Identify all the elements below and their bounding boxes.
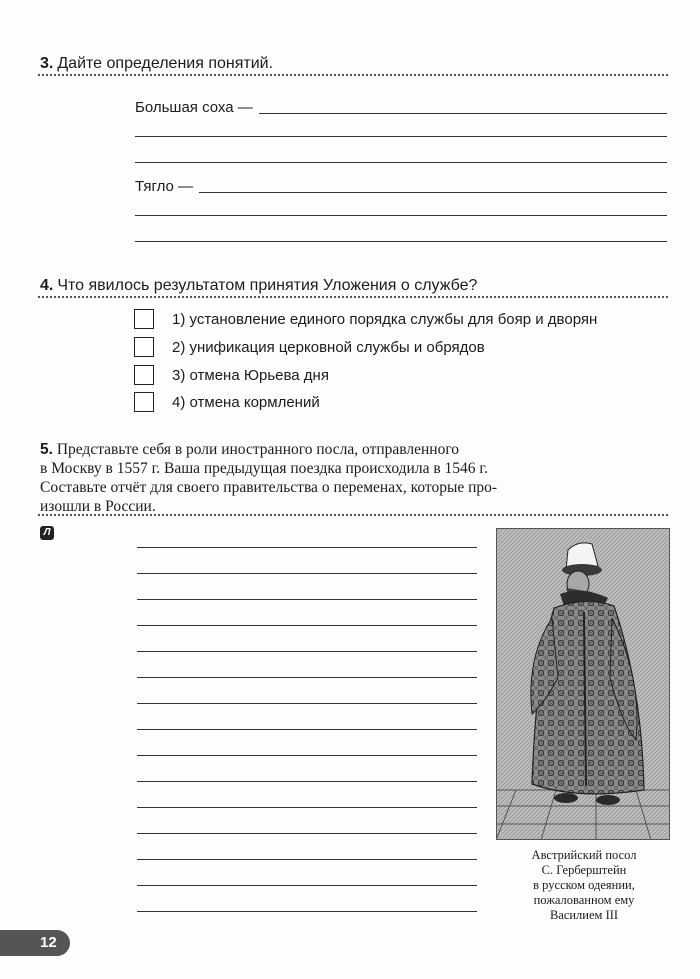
answer-line[interactable]	[137, 625, 477, 626]
dotted-divider	[38, 514, 668, 516]
task-5-line: 5. Представьте себя в роли иностранного посла, отправленного	[40, 441, 460, 458]
answer-line[interactable]	[199, 192, 667, 193]
answer-checkbox[interactable]	[134, 392, 154, 412]
answer-line[interactable]	[137, 703, 477, 704]
answer-line[interactable]	[135, 215, 667, 216]
term-label: Тягло —	[135, 178, 194, 195]
answer-line[interactable]	[137, 833, 477, 834]
option-1	[134, 308, 597, 330]
dotted-divider	[38, 296, 668, 298]
task-5-number: 5.	[40, 441, 53, 458]
answer-checkbox[interactable]	[134, 337, 154, 357]
answer-line[interactable]	[135, 241, 667, 242]
term-row-bolshaya-sokha	[135, 97, 667, 117]
answer-line[interactable]	[137, 755, 477, 756]
task-5-line: Составьте отчёт для своего правительства о переменах, которые про-	[40, 479, 498, 496]
task-4-title	[40, 276, 477, 296]
term-label: Большая соха —	[135, 99, 253, 116]
option-3	[134, 364, 329, 386]
answer-line[interactable]	[137, 573, 477, 574]
task-3-number: 3.	[40, 55, 54, 72]
task-5-line: в Москву в 1557 г. Ваша предыдущая поездка происходила в 1546 г.	[40, 460, 488, 477]
task-5-line: изошли в России.	[40, 498, 156, 515]
answer-line[interactable]	[137, 599, 477, 600]
option-text: 2) унификация церковной службы и обрядов	[172, 338, 485, 356]
answer-checkbox[interactable]	[134, 309, 154, 329]
task-4-number: 4.	[40, 277, 54, 294]
answer-line[interactable]	[135, 136, 667, 137]
answer-line[interactable]	[137, 651, 477, 652]
task-4-text: Что явилось результатом принятия Уложения о службе?	[57, 277, 478, 294]
option-text: 3) отмена Юрьева дня	[172, 366, 329, 384]
option-4	[134, 391, 320, 413]
answer-line[interactable]	[259, 113, 667, 114]
answer-line[interactable]	[137, 729, 477, 730]
answer-line[interactable]	[137, 547, 477, 548]
illustration-caption: Австрийский посол С. Герберштейн в русском одеянии, пожалованном ему Василием III	[531, 848, 637, 922]
answer-line[interactable]	[137, 885, 477, 886]
answer-line[interactable]	[137, 807, 477, 808]
task-5-text	[40, 440, 572, 516]
task-3-title	[40, 54, 273, 74]
answer-line[interactable]	[137, 859, 477, 860]
portrait-engraving-icon	[496, 528, 670, 840]
option-text: 4) отмена кормлений	[172, 393, 320, 411]
answer-line[interactable]	[135, 162, 667, 163]
answer-line[interactable]	[137, 911, 477, 912]
page-number: 12	[0, 930, 70, 956]
writing-task-icon: Л	[40, 526, 54, 540]
task-3-text: Дайте определения понятий.	[57, 55, 274, 72]
option-2	[134, 336, 485, 358]
dotted-divider	[38, 74, 668, 76]
term-row-tyaglo	[135, 176, 667, 196]
answer-line[interactable]	[137, 677, 477, 678]
answer-checkbox[interactable]	[134, 365, 154, 385]
option-text: 1) установление единого порядка службы для бояр и дворян	[172, 310, 598, 328]
answer-line[interactable]	[137, 781, 477, 782]
